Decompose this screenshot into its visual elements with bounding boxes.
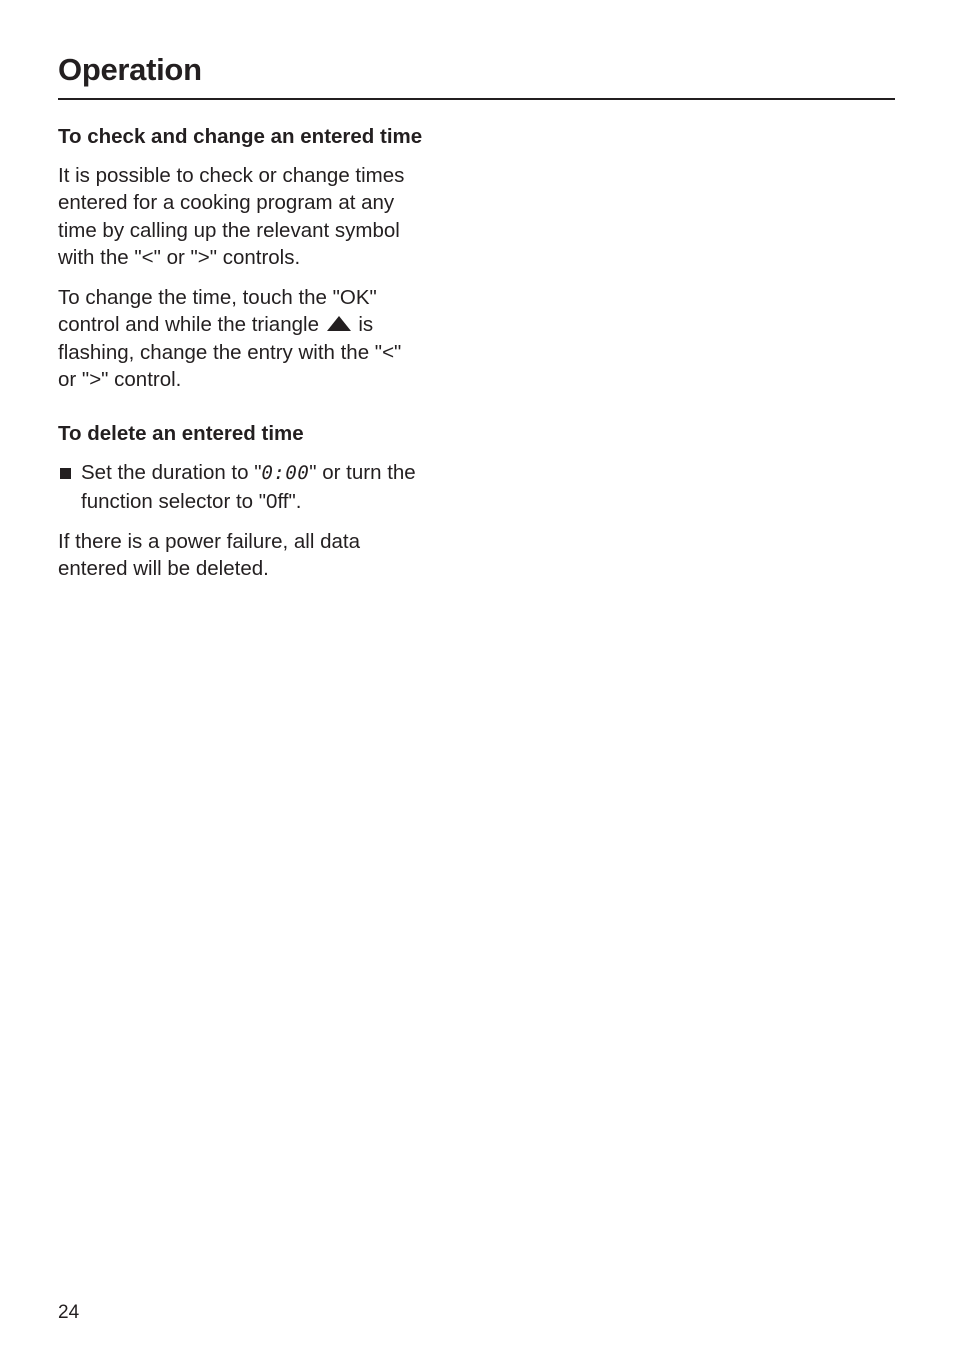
bullet-item-delete: [58, 459, 468, 515]
triangle-up-icon: [327, 316, 351, 331]
page-title: Operation: [58, 52, 202, 87]
text-line: time by calling up the relevant symbol: [58, 218, 400, 242]
text-fragment: is: [358, 313, 374, 337]
paragraph-change-time: [58, 284, 468, 393]
text-line: If there is a power failure, all data: [58, 529, 360, 553]
paragraph-check-times: [58, 162, 468, 271]
heading-check-change-time: To check and change an entered time: [58, 125, 423, 148]
text-line: [81, 459, 468, 487]
title-divider: [58, 98, 895, 100]
text-line: [58, 311, 468, 338]
page-number: 24: [58, 1302, 80, 1323]
text-fragment: " or turn the: [309, 461, 416, 485]
paragraph-power-failure: [58, 528, 468, 583]
heading-delete-time: To delete an entered time: [58, 422, 304, 446]
text-line: To change the time, touch the "OK": [58, 286, 377, 310]
text-fragment: control and while the triangle: [58, 313, 319, 337]
text-line: entered for a cooking program at any: [58, 191, 395, 215]
bullet-square-icon: [60, 468, 71, 479]
text-fragment: Set the duration to ": [81, 461, 262, 485]
text-line: function selector to "0ff".: [81, 489, 302, 513]
text-line: entered will be deleted.: [58, 557, 269, 581]
text-line: flashing, change the entry with the "<": [58, 340, 402, 364]
page-header: [58, 50, 895, 100]
text-line: with the "<" or ">" controls.: [58, 245, 301, 269]
content-column: [58, 122, 468, 583]
lcd-time-value: 0:00: [261, 462, 310, 485]
text-line: It is possible to check or change times: [58, 164, 405, 187]
text-line: or ">" control.: [58, 368, 182, 392]
